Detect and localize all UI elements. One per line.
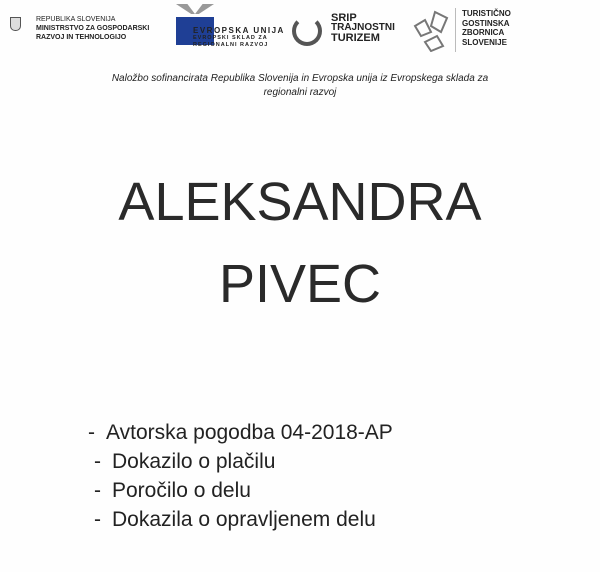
tgz-logo-text — [462, 9, 511, 47]
srip-line: TRAJNOSTNI — [331, 22, 395, 33]
list-item-text: Dokazila o opravljenem delu — [112, 508, 376, 531]
gov-line: REPUBLIKA SLOVENIJA — [36, 16, 116, 23]
list-item-text: Dokazilo o plačilu — [112, 450, 276, 473]
list-item — [94, 447, 393, 476]
bullet: - — [88, 421, 95, 444]
srip-logo-text — [331, 13, 395, 43]
bullet: - — [94, 508, 101, 531]
gov-line: MINISTRSTVO ZA GOSPODARSKI — [36, 25, 150, 32]
srip-logo-icon — [292, 16, 322, 46]
eu-title: EVROPSKA UNIJA — [193, 26, 285, 35]
eu-text — [193, 26, 285, 49]
eu-sub: EVROPSKI SKLAD ZA — [193, 35, 268, 41]
tgz-line: GOSTINSKA — [462, 18, 510, 28]
first-name: ALEKSANDRA — [118, 172, 482, 232]
person-name — [0, 166, 600, 320]
eu-logo-decor — [176, 4, 214, 14]
list-item — [94, 476, 393, 505]
funding-note-line: regionalni razvoj — [263, 87, 337, 98]
ministry-logo-text — [36, 15, 149, 42]
list-item-text: Avtorska pogodba 04-2018-AP — [106, 421, 393, 444]
bullet: - — [94, 450, 101, 473]
tgz-logo-icon — [413, 8, 453, 52]
srip-line: SRIP — [331, 12, 357, 24]
bullet: - — [94, 479, 101, 502]
gov-line: RAZVOJ IN TEHNOLOGIJO — [36, 34, 127, 41]
tgz-divider — [455, 8, 456, 52]
eu-sub: REGIONALNI RAZVOJ — [193, 42, 269, 48]
srip-line: TURIZEM — [331, 32, 380, 44]
tgz-line: TURISTIČNO — [462, 9, 511, 18]
slovenia-coat-of-arms-icon — [10, 17, 21, 31]
funding-note-line: Naložbo sofinancirata Republika Slovenija in Evropska unija iz Evropskega sklada za — [111, 73, 489, 84]
list-item — [88, 418, 393, 447]
list-item — [94, 505, 393, 534]
last-name: PIVEC — [218, 254, 382, 314]
list-item-text: Poročilo o delu — [112, 479, 251, 502]
document-list — [88, 418, 393, 534]
tgz-line: ZBORNICA — [462, 28, 505, 37]
funding-note — [0, 72, 600, 100]
tgz-line: SLOVENIJE — [462, 37, 507, 47]
